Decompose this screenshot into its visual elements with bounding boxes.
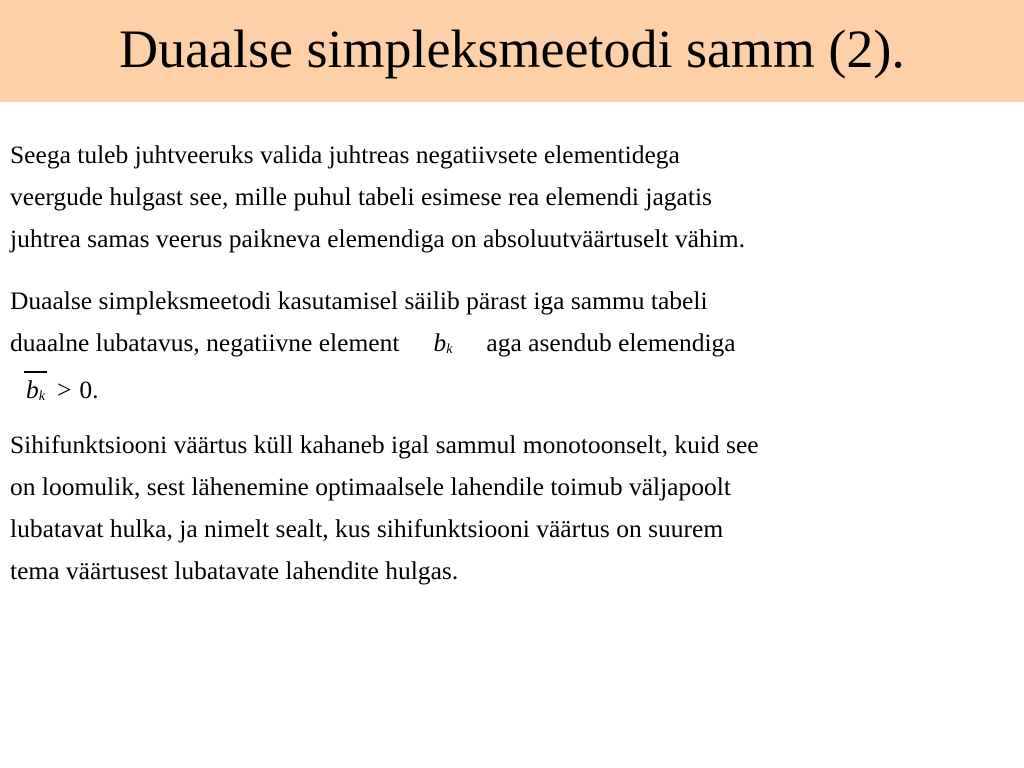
paragraph-1-line-1: Seega tuleb juhtveeruks valida juhtreas negatiivsete elementidega [10,140,680,169]
paragraph-2-line-1: Duaalse simpleksmeetodi kasutamisel säilib pärast iga sammu tabeli [10,286,708,315]
slide-title: Duaalse simpleksmeetodi samm (2). [119,19,905,79]
math-b-k-bar-base: b [26,375,39,404]
paragraph-3-line-2: on loomulik, sest lähenemine optimaalsele lahendile toimub väljapoolt [10,472,731,501]
paragraph-2-text-before-symbol: duaalne lubatavus, negatiivne element [10,328,400,357]
paragraph-2-line-3 [10,369,1018,416]
paragraph-1-line-3: juhtrea samas veerus paikneva elemendiga on absoluutväärtuselt vähim. [10,224,746,253]
paragraph-1-line-2: veergude hulgast see, mille puhul tabeli esimese rea elemendi jagatis [10,182,712,211]
math-b-k [433,322,452,369]
title-bar [0,0,1024,102]
paragraph-2-text-after-symbol: aga asendub elemendiga [486,328,736,357]
zero-value: 0. [79,375,99,404]
greater-than-sign: > [56,375,72,404]
math-b-k-bar [26,369,45,416]
paragraph-2 [10,280,1018,416]
math-b-k-base: b [433,328,447,357]
paragraph-3 [10,424,1018,592]
math-b-k-bar-subscript: k [38,389,45,404]
paragraph-3-line-4: tema väärtusest lubatavate lahendite hulgas. [10,556,459,585]
paragraph-1 [10,134,1018,260]
math-b-k-subscript: k [446,342,453,357]
paragraph-2-line-2 [10,322,1018,369]
paragraph-3-line-3: lubatavat hulka, ja nimelt sealt, kus sihifunktsiooni väärtus on suurem [10,514,724,543]
paragraph-3-line-1: Sihifunktsiooni väärtus küll kahaneb igal sammul monotoonselt, kuid see [10,430,759,459]
